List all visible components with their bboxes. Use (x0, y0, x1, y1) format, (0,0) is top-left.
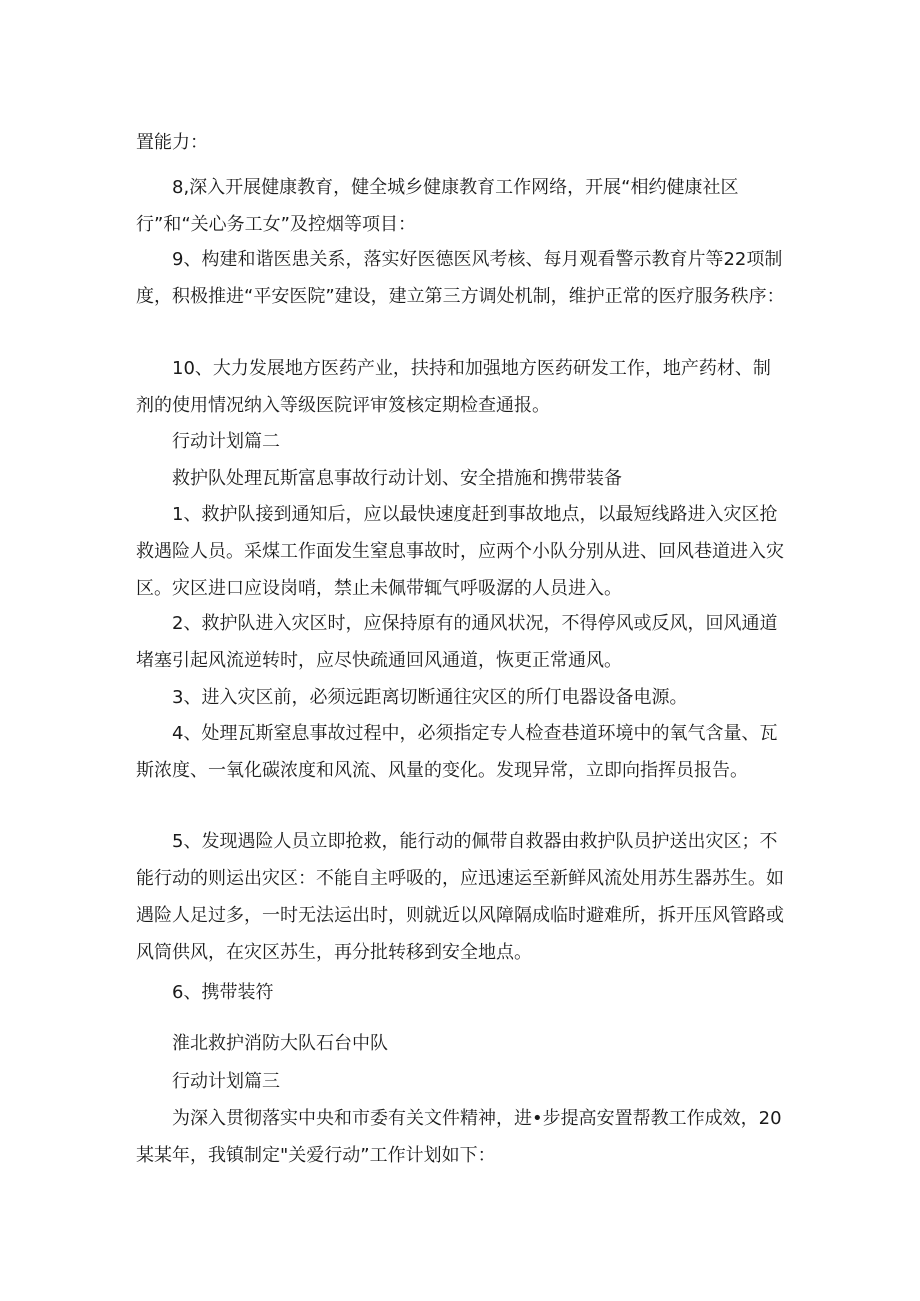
paragraph-rescue-1: 1、救护队接到通知后，应以最快速度赶到事故地点，以最短线路进入灾区抢救遇险人员。采煤工作面发生窒息事故时，应两个小队分别从进、回风巷道进入灾区。灾区进口应设岗哨，禁止未佩带辄气呼吸潺的人员进入。 (136, 504, 784, 599)
section-subtitle-2: 救护队处理瓦斯富息事故行动计划、安全措施和携带装备 (172, 468, 622, 489)
paragraph-item-9: 9、构建和谐医患关系，落实好医德医风考核、每月观看警示教育片等22项制度，积极推进“平安医院”建设，建立第三方调处机制，维护正常的医疗服务秩序： (136, 249, 785, 307)
paragraph-continuation: 置能力： (136, 132, 208, 153)
paragraph-rescue-2: 2、救护队进入灾区时，应保持原有的通风状况，不得停风或反风，回风通道堵塞引起风流逆转时，应尽快疏通回风通道，恢更正常通风。 (136, 613, 778, 671)
section-heading-3: 行动计划篇三 (172, 1071, 280, 1092)
paragraph-rescue-3: 3、进入灾区前，必须远距离切断通往灾区的所仃电器设备电源。 (172, 687, 688, 708)
signature-unit: 淮北救护消防大队石台中队 (172, 1033, 388, 1054)
section-heading-2: 行动计划篇二 (172, 431, 280, 452)
paragraph-item-10: 10、大力发展地方医药产业，扶持和加强地方医药研发工作，地产药材、制剂的使用情况纳入等级医院评审笈核定期检查通报。 (136, 358, 771, 416)
paragraph-intro-3: 为深入贯彻落实中央和市委有关文件精神，进•步提高安置帮教工作成效，20某某年，我镇制定"关爱行动”工作计划如下： (136, 1108, 782, 1166)
paragraph-rescue-6: 6、携带装符 (172, 982, 274, 1003)
paragraph-rescue-5: 5、发现遇险人员立即抢救，能行动的佩带自救器由救护队员护送出灾区；不能行动的则运出灾区：不能自主呼吸的，应迅速运至新鲜风流处用苏生器苏生。如遇险人足过多，一时无法运出时，则就近以风障隔成临时避难所，拆开压风管路或风筒供风，在灾区苏生，再分批转移到安全地点。 (136, 831, 784, 963)
paragraph-rescue-4: 4、处理瓦斯窒息事故过程中，必须指定专人检查巷道环境中的氧气含量、瓦斯浓度、一氧化碳浓度和风流、风量的变化。发现异常，立即向指挥员报告。 (136, 723, 778, 781)
paragraph-item-8: 8,深入开展健康教育，健全城乡健康教育工作网络，开展“相约健康社区行”和“关心务工女”及控烟等项目： (136, 177, 739, 235)
